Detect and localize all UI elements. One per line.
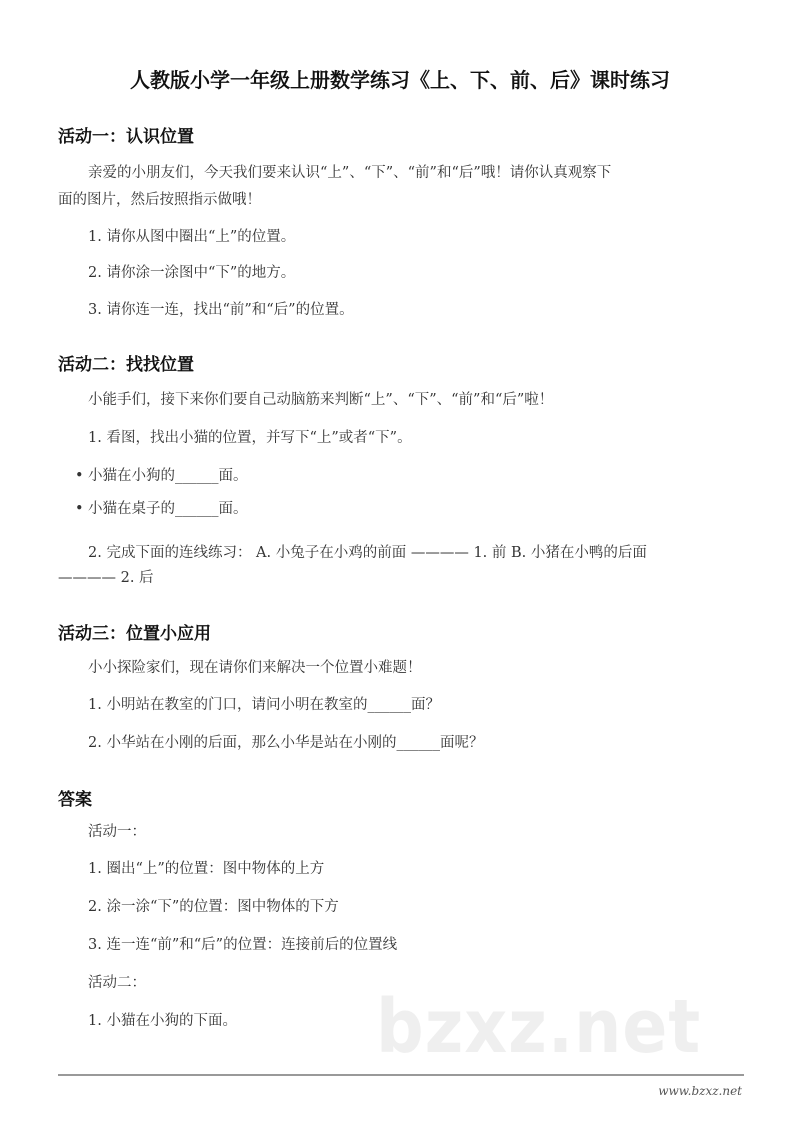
activity1-intro-cont: 面的图片，然后按照指示做哦！ — [58, 192, 261, 208]
activity3-intro: 小小探险家们，现在请你们来解决一个位置小难题！ — [88, 660, 422, 676]
answer-item: 1. 小猫在小狗的下面。 — [88, 1013, 237, 1029]
activity2-item: 1. 看图，找出小猫的位置，并写下“上”或者“下”。 — [88, 430, 412, 446]
activity3-item: 2. 小华站在小刚的后面，那么小华是站在小刚的______面呢？ — [88, 735, 484, 751]
activity2-item: 2. 完成下面的连线练习： A. 小兔子在小鸡的前面 ———— 1. 前 B. 小猪在小鸭的后面 — [88, 545, 647, 561]
watermark: bzxz.net — [376, 984, 702, 1070]
activity1-intro: 亲爱的小朋友们，今天我们要来认识“上”、“下”、“前”和“后”哦！请你认真观察下 — [88, 165, 612, 181]
document-title: 人教版小学一年级上册数学练习《上、下、前、后》课时练习 — [130, 68, 670, 92]
answers-heading: 答案 — [58, 790, 92, 810]
activity2-intro: 小能手们，接下来你们要自己动脑筋来判断“上”、“下”、“前”和“后”啦！ — [88, 392, 554, 408]
footer-divider — [58, 1074, 744, 1076]
activity2-item-cont: ———— 2. 后 — [58, 570, 154, 586]
activity3-heading: 活动三：位置小应用 — [58, 624, 211, 644]
activity1-item: 2. 请你涂一涂图中“下”的地方。 — [88, 265, 296, 281]
bullet-item: • 小猫在桌子的______面。 — [88, 499, 248, 519]
answer-section-label: 活动一： — [88, 824, 146, 840]
activity1-heading: 活动一：认识位置 — [58, 127, 194, 147]
activity3-item: 1. 小明站在教室的门口，请问小明在教室的______面？ — [88, 697, 440, 713]
answer-section-label: 活动二： — [88, 975, 146, 991]
activity1-item: 3. 请你连一连，找出“前”和“后”的位置。 — [88, 302, 354, 318]
answer-item: 2. 涂一涂“下”的位置：图中物体的下方 — [88, 899, 339, 915]
footer-url: www.bzxz.net — [658, 1084, 742, 1098]
bullet-item: • 小猫在小狗的______面。 — [88, 466, 248, 486]
answer-item: 3. 连一连“前”和“后”的位置：连接前后的位置线 — [88, 937, 398, 953]
activity1-item: 1. 请你从图中圈出“上”的位置。 — [88, 229, 296, 245]
answer-item: 1. 圈出“上”的位置：图中物体的上方 — [88, 861, 325, 877]
activity2-heading: 活动二：找找位置 — [58, 355, 194, 375]
